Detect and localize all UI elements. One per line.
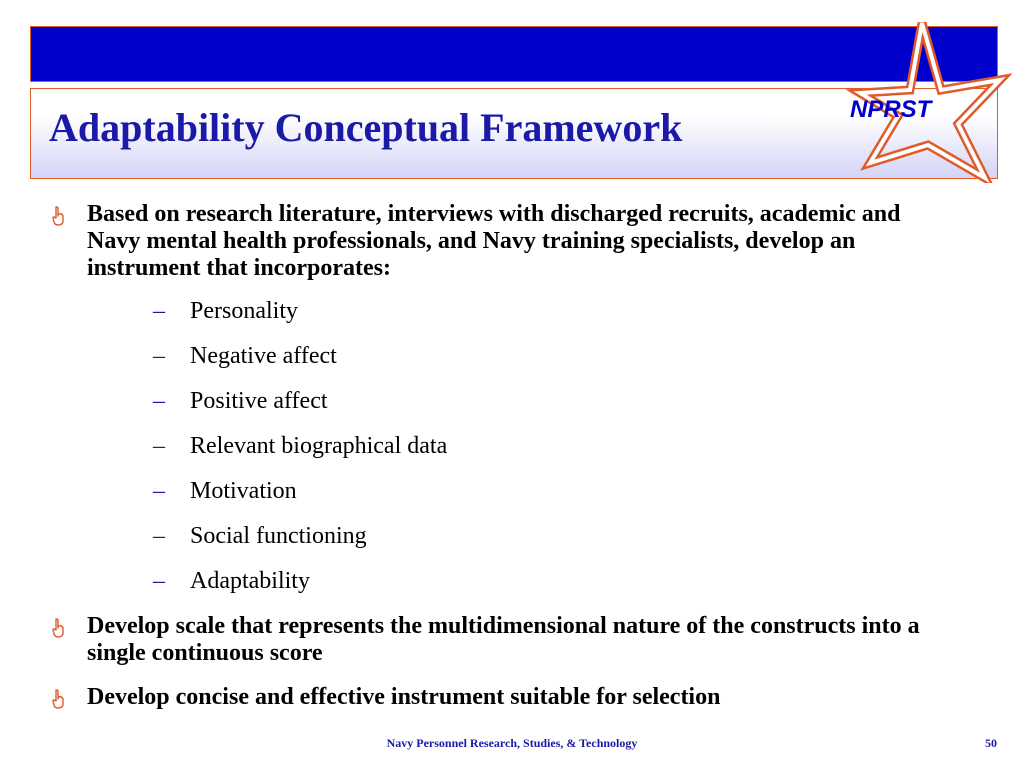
dash-icon: – bbox=[153, 388, 165, 414]
sub-item bbox=[153, 433, 447, 460]
bullet-item bbox=[52, 684, 721, 710]
dash-icon: – bbox=[153, 523, 165, 549]
bullet-item bbox=[52, 613, 920, 666]
dash-icon: – bbox=[153, 298, 165, 324]
pointing-hand-icon bbox=[52, 689, 66, 709]
sub-item-label: Motivation bbox=[190, 478, 297, 504]
page-title: Adaptability Conceptual Framework bbox=[49, 105, 683, 150]
bullet-text: Develop scale that represents the multidimensional nature of the constructs into a single continuous score bbox=[87, 613, 920, 666]
bullet-item bbox=[52, 201, 901, 281]
dash-icon: – bbox=[153, 343, 165, 369]
sub-item-label: Personality bbox=[190, 298, 298, 324]
dash-icon: – bbox=[153, 433, 165, 459]
sub-item-label: Negative affect bbox=[190, 343, 337, 369]
sub-item bbox=[153, 523, 367, 550]
sub-item bbox=[153, 568, 310, 595]
dash-icon: – bbox=[153, 568, 165, 594]
page-number: 50 bbox=[985, 736, 997, 750]
sub-item-label: Relevant biographical data bbox=[190, 433, 448, 459]
bullet-text: Based on research literature, interviews with discharged recruits, academic and Navy mental health professionals, and Navy training specialists, develop an instrument that incorporates: bbox=[87, 201, 901, 281]
footer-text: Navy Personnel Research, Studies, & Technology bbox=[386, 736, 638, 750]
sub-item-label: Adaptability bbox=[190, 568, 310, 594]
sub-item bbox=[153, 298, 298, 325]
pointing-hand-icon bbox=[52, 618, 66, 638]
sub-item-label: Social functioning bbox=[190, 523, 367, 549]
logo-text: NPRST bbox=[850, 96, 932, 123]
sub-item bbox=[153, 343, 337, 370]
sub-item bbox=[153, 478, 297, 505]
bullet-text: Develop concise and effective instrument suitable for selection bbox=[87, 684, 721, 710]
pointing-hand-icon bbox=[52, 206, 66, 226]
dash-icon: – bbox=[153, 478, 165, 504]
sub-item-label: Positive affect bbox=[190, 388, 328, 414]
sub-item bbox=[153, 388, 328, 415]
